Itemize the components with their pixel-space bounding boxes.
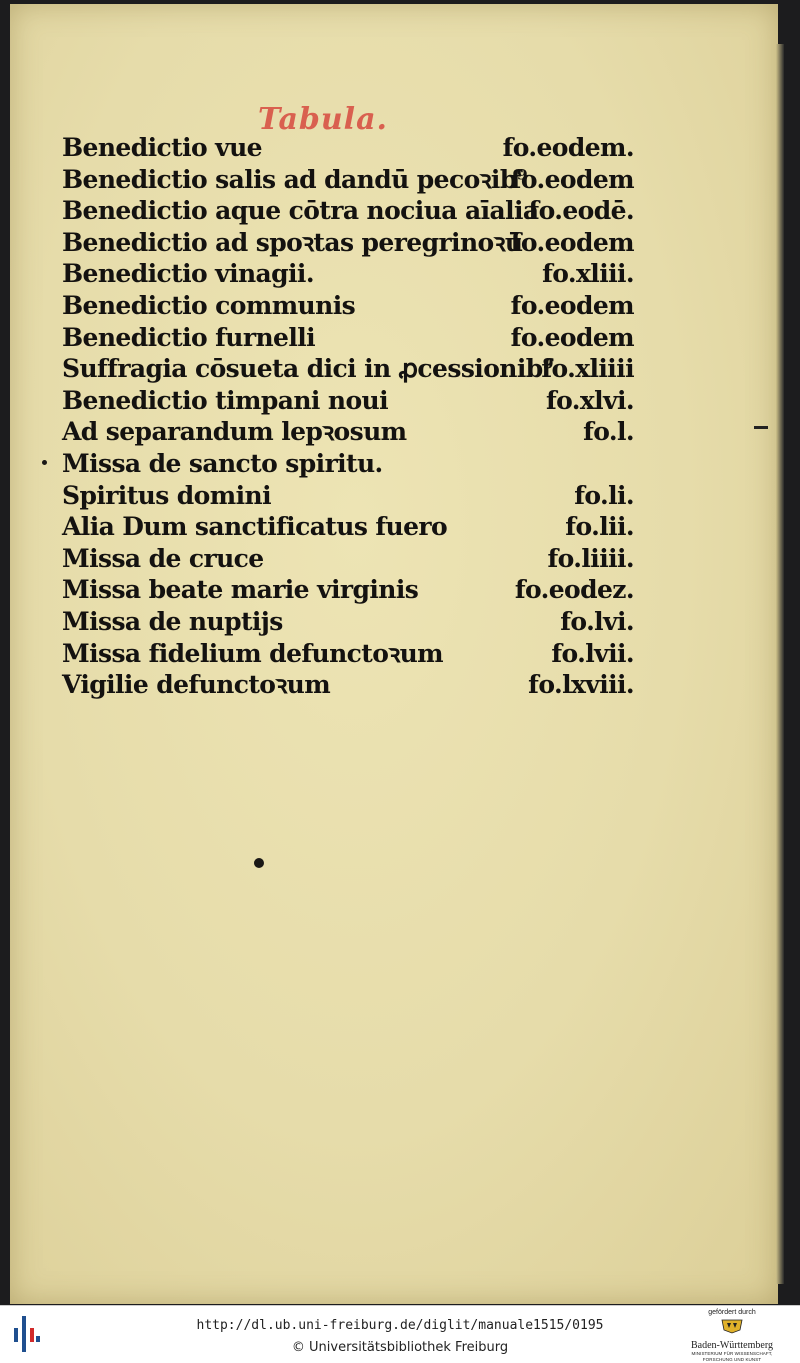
toc-entry-folio: fo.eodē. <box>528 196 634 226</box>
toc-entry-folio: fo.lii. <box>565 512 634 542</box>
toc-entry-folio: fo.xlvi. <box>545 385 634 415</box>
toc-entry-folio: fo.eodem <box>510 322 634 352</box>
toc-row <box>62 290 634 322</box>
toc-entry-title: Suffragia cōsueta dici in ꝓcessionib⁹ <box>62 354 553 384</box>
toc-row <box>62 322 634 354</box>
page-edge <box>776 44 784 1284</box>
manuscript-page <box>10 4 778 1304</box>
toc-entry-title: Benedictio ad spoꝛtas peregrinoꝛū <box>62 227 523 257</box>
toc-row <box>62 195 634 227</box>
toc-entry-title: Missa de nuptijs <box>62 606 283 636</box>
toc-entry-title: Ad separandum lepꝛosum <box>62 417 407 447</box>
toc-entry-folio: fo.lvii. <box>551 638 634 668</box>
toc-row <box>62 227 634 259</box>
toc-entry-title: Benedictio vinagii. <box>62 259 314 289</box>
toc-entry-title: Benedictio furnelli <box>62 322 316 352</box>
toc-row <box>62 132 634 164</box>
toc-entry-title: Missa de sancto spiritu. <box>62 448 383 478</box>
toc-entry-folio: fo.li. <box>574 480 634 510</box>
toc-entry-folio: fo.eodem <box>510 290 634 320</box>
toc-row <box>62 353 634 385</box>
toc-entry-title: Vigilie defunctoꝛum <box>62 670 331 700</box>
toc-entry-title: Spiritus domini <box>62 480 271 510</box>
baden-wuerttemberg-crest-icon <box>718 1318 746 1334</box>
toc-entry-folio: fo.eodem <box>510 164 634 194</box>
sponsor-name: Baden-Württemberg <box>690 1340 773 1351</box>
margin-mark <box>754 426 768 429</box>
toc-row <box>62 448 634 480</box>
toc-row <box>62 669 634 701</box>
ink-dot-center <box>254 858 264 868</box>
toc-entry-folio: fo.l. <box>583 417 634 447</box>
toc-entry-folio: fo.xliii. <box>542 259 634 289</box>
toc-row <box>62 574 634 606</box>
toc-entry-title: Missa fidelium defunctoꝛum <box>62 638 444 668</box>
viewer-footer <box>0 1305 800 1363</box>
toc-entry-title: Benedictio salis ad dandū pecoꝛib⁹ <box>62 164 528 194</box>
toc-entry-title: Missa de cruce <box>62 543 264 573</box>
toc-row <box>62 416 634 448</box>
toc-entry-folio: fo.lxviii. <box>528 670 634 700</box>
toc-row <box>62 638 634 670</box>
copyright-notice: © Universitätsbibliothek Freiburg <box>291 1340 509 1355</box>
document-url[interactable]: http://dl.ub.uni-freiburg.de/diglit/manuale1515/0195 <box>196 1318 604 1333</box>
table-of-contents <box>62 132 634 701</box>
toc-entry-folio: fo.eodez. <box>514 575 634 605</box>
toc-entry-folio: fo.eodem. <box>502 133 634 162</box>
toc-entry-title: Benedictio communis <box>62 290 356 320</box>
toc-entry-title: Benedictio vue <box>62 133 262 162</box>
ink-dot-left <box>42 460 47 465</box>
page-heading: Tabula. <box>258 102 388 137</box>
toc-entry-title: Benedictio timpani noui <box>62 385 389 415</box>
toc-row <box>62 606 634 638</box>
toc-entry-folio: fo.liiii. <box>547 543 634 573</box>
toc-row <box>62 258 634 290</box>
toc-row <box>62 385 634 417</box>
toc-row <box>62 164 634 196</box>
toc-row <box>62 511 634 543</box>
toc-row <box>62 543 634 575</box>
sponsor-block <box>682 1308 782 1363</box>
toc-entry-title: Missa beate marie virginis <box>62 575 419 605</box>
sponsor-subtitle: MINISTERIUM FÜR WISSENSCHAFT, FORSCHUNG UND KUNST <box>691 1351 773 1362</box>
toc-entry-title: Benedictio aque cōtra nociua aīalia <box>62 196 539 226</box>
toc-row <box>62 480 634 512</box>
sponsor-label: gefördert durch <box>708 1309 756 1316</box>
toc-entry-folio: fo.lvi. <box>560 606 634 636</box>
toc-entry-title: Alia Dum sanctificatus fuero <box>62 512 448 542</box>
toc-entry-folio: fo.xliiii <box>541 354 634 384</box>
toc-entry-folio: fo.eodem <box>510 227 634 257</box>
